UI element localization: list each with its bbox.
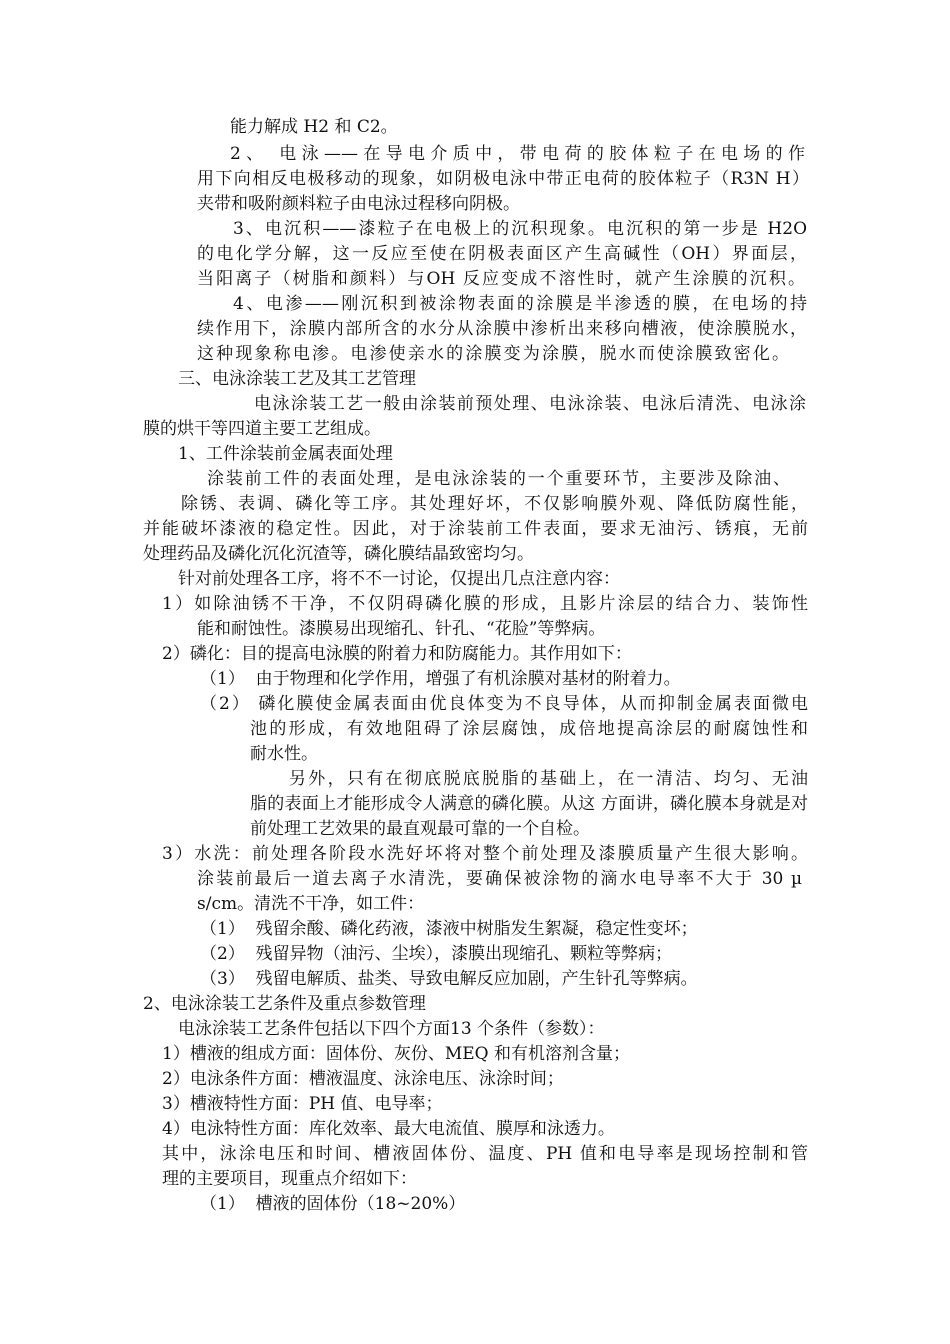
- text-line: 并能破坏漆液的稳定性。因此，对于涂装前工件表面，要求无油污、锈痕，无前: [143, 519, 808, 539]
- list-item: （1） 残留余酸、磷化药液，漆液中树脂发生絮凝，稳定性变坏；: [200, 919, 698, 939]
- text-line: 续作用下，涂膜内部所含的水分从涂膜中渗析出来移向槽液，使涂膜脱水，: [197, 319, 807, 339]
- list-item: （2） 残留异物（油污、尘埃），漆膜出现缩孔、颗粒等弊病；: [200, 944, 673, 964]
- text-line: 能和耐蚀性。漆膜易出现缩孔、针孔、“花脸”等弊病。: [197, 619, 606, 639]
- subsection-heading: 2、电泳涂装工艺条件及重点参数管理: [143, 994, 426, 1014]
- list-item: 3）水洗：前处理各阶段水洗好坏将对整个前处理及漆膜质量产生很大影响。: [162, 844, 808, 864]
- text-line: 除锈、表调、磷化等工序。其处理好坏，不仅影响膜外观、降低防腐性能，: [181, 494, 808, 514]
- text-line: 4、电渗——刚沉积到被涂物表面的涂膜是半渗透的膜，在电场的持: [233, 294, 807, 314]
- text-line: 处理药品及磷化沉化沉渣等，磷化膜结晶致密均匀。: [143, 544, 534, 564]
- subsection-heading: 1、工件涂装前金属表面处理: [178, 444, 393, 464]
- list-item: （1） 由于物理和化学作用，增强了有机涂膜对基材的附着力。: [200, 669, 681, 689]
- list-item: 2）磷化：目的提高电泳膜的附着力和防腐能力。其作用如下：: [162, 644, 632, 664]
- text-line: 用下向相反电极移动的现象，如阴极电泳中带正电荷的胶体粒子（R3N H）: [197, 169, 809, 189]
- list-item: （3） 残留电解质、盐类、导致电解反应加剧，产生针孔等弊病。: [200, 969, 698, 989]
- list-item: 2）电泳条件方面：槽液温度、泳涂电压、泳涂时间；: [162, 1069, 564, 1089]
- text-line: 电泳涂装工艺一般由涂装前预处理、电泳涂装、电泳后清洗、电泳涂: [254, 394, 806, 414]
- text-line: 前处理工艺效果的最直观最可靠的一个自检。: [250, 819, 590, 839]
- text-line: 脂的表面上才能形成令人满意的磷化膜。从这 方面讲，磷化膜本身就是对: [250, 794, 808, 814]
- text-line: 夹带和吸附颜料粒子由电泳过程移向阴极。: [197, 194, 520, 214]
- text-line: 这种现象称电渗。电渗使亲水的涂膜变为涂膜，脱水而使涂膜致密化。: [197, 344, 789, 364]
- text-line: 其中，泳涂电压和时间、槽液固体份、温度、PH 值和电导率是现场控制和管: [162, 1144, 808, 1164]
- list-item: （2） 磷化膜使金属表面由优良体变为不良导体，从而抑制金属表面微电: [200, 694, 808, 714]
- section-heading: 三、电泳涂装工艺及其工艺管理: [178, 369, 416, 389]
- text-line: 膜的烘干等四道主要工艺组成。: [143, 419, 381, 439]
- list-item: 4）电泳特性方面：库化效率、最大电流值、膜厚和泳透力。: [162, 1119, 615, 1139]
- text-line: 2、 电泳——在导电介质中，带电荷的胶体粒子在电场的作: [230, 144, 805, 164]
- text-line: 耐水性。: [250, 744, 318, 764]
- list-item: 3）槽液特性方面：PH 值、电导率；: [162, 1094, 443, 1114]
- text-line: 另外，只有在彻底脱底脱脂的基础上，在一清洁、均匀、无油: [289, 769, 808, 789]
- text-line: 3、电沉积——漆粒子在电极上的沉积现象。电沉积的第一步是 H2O: [233, 219, 807, 239]
- text-line: 的电化学分解，这一反应至使在阴极表面区产生高碱性（OH）界面层，: [197, 244, 807, 264]
- text-line: 针对前处理各工序，将不不一讨论，仅提出几点注意内容：: [178, 569, 620, 589]
- list-item: 1）如除油锈不干净，不仅阴碍磷化膜的形成，且影片涂层的结合力、装饰性: [162, 594, 808, 614]
- text-line: 电泳涂装工艺条件包括以下四个方面13 个条件（参数）：: [178, 1019, 605, 1039]
- text-line: 理的主要项目，现重点介绍如下：: [162, 1169, 417, 1189]
- list-item: （1） 槽液的固体份（18~20%）: [200, 1194, 466, 1214]
- text-line: 当阳离子（树脂和颜料）与OH 反应变成不溶性时，就产生涂膜的沉积。: [197, 269, 805, 289]
- text-line: 涂装前工件的表面处理，是电泳涂装的一个重要环节，主要涉及除油、: [207, 469, 790, 489]
- list-item: 1）槽液的组成方面：固体份、灰份、MEQ 和有机溶剂含量；: [162, 1044, 630, 1064]
- text-line: 池的形成，有效地阻碍了涂层腐蚀，成倍地提高涂层的耐腐蚀性和: [250, 719, 808, 739]
- text-line: 能力解成 H2 和 C2。: [230, 117, 398, 137]
- text-line: 涂装前最后一道去离子水清洗，要确保被涂物的滴水电导率不大于 30 µ: [197, 869, 802, 889]
- text-line: s/cm。清洗不干净，如工件：: [197, 894, 425, 914]
